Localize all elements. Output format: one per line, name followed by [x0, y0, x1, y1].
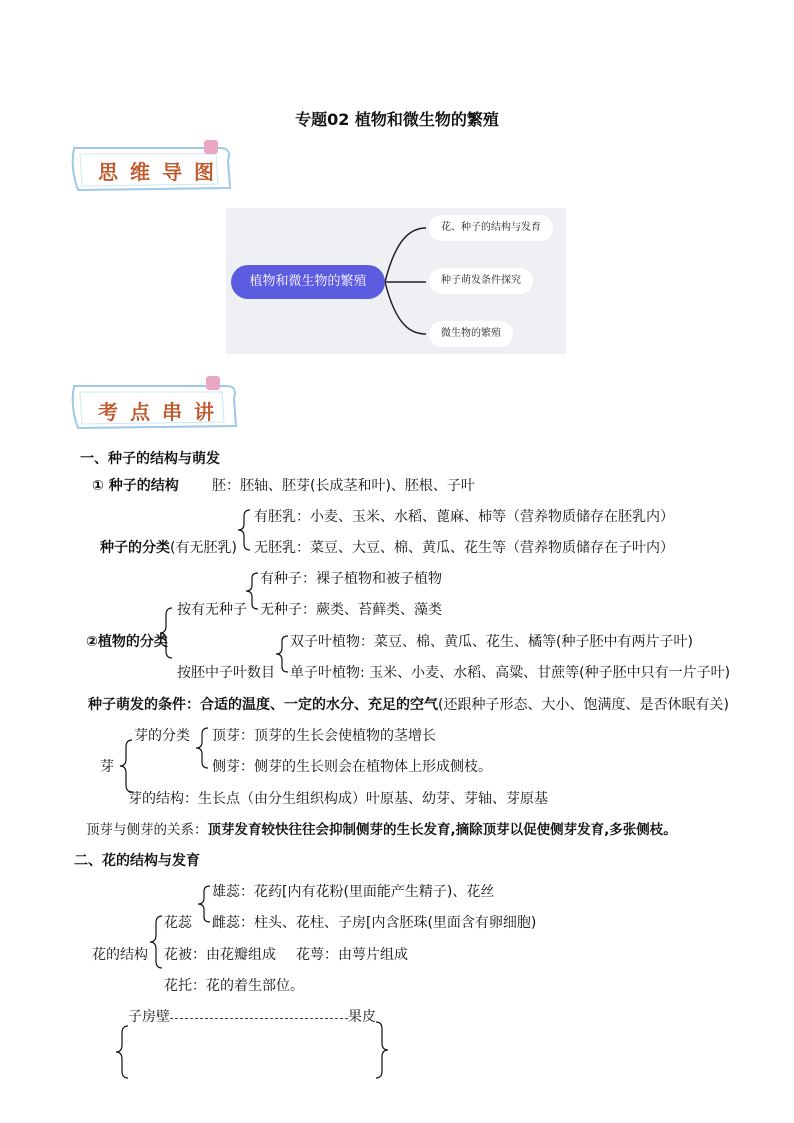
by-seed-label: 按有无种子 [177, 602, 247, 618]
germination-line [88, 696, 729, 714]
brace-icon [114, 1024, 134, 1080]
dashed-connector [170, 1018, 348, 1019]
seed-class-line [100, 539, 237, 557]
germination-label: 种子萌发的条件：合适的温度、一定的水分、充足的空气 [88, 697, 438, 713]
brace-icon [118, 738, 138, 794]
without-seed: 无种子：蕨类、苔藓类、藻类 [260, 602, 442, 618]
by-cotyledon-label: 按胚中子叶数目 [177, 665, 275, 681]
bud-structure: 芽的结构：生长点（由分生组织构成）叶原基、幼芽、芽轴、芽原基 [128, 791, 548, 807]
mindmap-branch: 花、种子的结构与发育 [429, 215, 553, 241]
monocot: 单子叶植物: 玉米、小麦、水稻、高粱、甘蔗等(种子胚中只有一片子叶) [290, 665, 731, 681]
with-seed: 有种子：裸子植物和被子植物 [260, 571, 442, 587]
ovary-wall: 子房壁 [128, 1009, 170, 1025]
brace-icon [236, 508, 256, 552]
apical-line [86, 821, 677, 839]
clip-icon [204, 140, 218, 154]
flower-structure-label: 花的结构 [92, 947, 148, 963]
apical-label: 顶芽与侧芽的关系： [86, 822, 208, 838]
keypoints-banner-text: 考点串讲 [98, 400, 226, 424]
mindmap-branch: 微生物的繁殖 [429, 321, 513, 347]
bud-label: 芽 [100, 759, 114, 775]
section-heading: 二、花的结构与发育 [74, 853, 200, 869]
mindmap-branch: 种子萌发条件探究 [429, 268, 533, 294]
section-heading: 一、种子的结构与萌发 [80, 451, 220, 467]
seed-class-label: 种子的分类 [100, 540, 170, 556]
seed-class-paren: (有无胚乳) [170, 540, 237, 556]
seed-structure-text: 胚：胚轴、胚芽(长成茎和叶)、胚根、子叶 [212, 478, 475, 494]
plant-class-label: ②植物的分类 [86, 634, 168, 650]
pistil-group-label: 花蕊 [164, 915, 192, 931]
mindmap-center-node: 植物和微生物的繁殖 [231, 265, 385, 299]
lateral-bud: 侧芽：侧芽的生长则会在植物体上形成侧枝。 [212, 759, 492, 775]
terminal-bud: 顶芽：顶芽的生长会使植物的茎增长 [212, 728, 436, 744]
dicot: 双子叶植物：菜豆、棉、黄瓜、花生、橘等(种子胚中有两片子叶) [290, 634, 693, 650]
brace-icon [194, 726, 214, 770]
bud-class-label: 芽的分类 [134, 728, 190, 744]
keypoints-banner [70, 376, 245, 434]
pistil: 雌蕊：柱头、花柱、子房[内含胚珠(里面含有卵细胞) [212, 915, 537, 931]
germination-note: (还跟种子形态、大小、饱满度、是否休眠有关) [438, 697, 729, 713]
seed-structure-label: ① 种子的结构 [92, 478, 179, 494]
mindmap-banner [70, 140, 238, 196]
perianth: 花被：由花瓣组成 [164, 947, 276, 963]
brace-right-icon [372, 1020, 392, 1080]
stamen: 雄蕊：花药[内有花粉(里面能产生精子)、花丝 [212, 884, 495, 900]
apical-text: 顶芽发育较快往往会抑制侧芽的生长发育,摘除顶芽以促使侧芽发育,多张侧枝。 [207, 822, 677, 838]
calyx: 花萼：由萼片组成 [296, 947, 408, 963]
pericarp: 果皮 [348, 1009, 376, 1025]
page-title: 专题02 植物和微生物的繁殖 [295, 110, 499, 129]
clip-icon [206, 376, 220, 390]
receptacle: 花托：花的着生部位。 [164, 978, 304, 994]
mindmap-banner-text: 思维导图 [98, 160, 226, 184]
mindmap [226, 208, 566, 354]
with-endosperm: 有胚乳：小麦、玉米、水稻、蓖麻、柿等（营养物质储存在胚乳内） [254, 509, 674, 525]
without-endosperm: 无胚乳：菜豆、大豆、棉、黄瓜、花生等（营养物质储存在子叶内） [254, 540, 674, 556]
